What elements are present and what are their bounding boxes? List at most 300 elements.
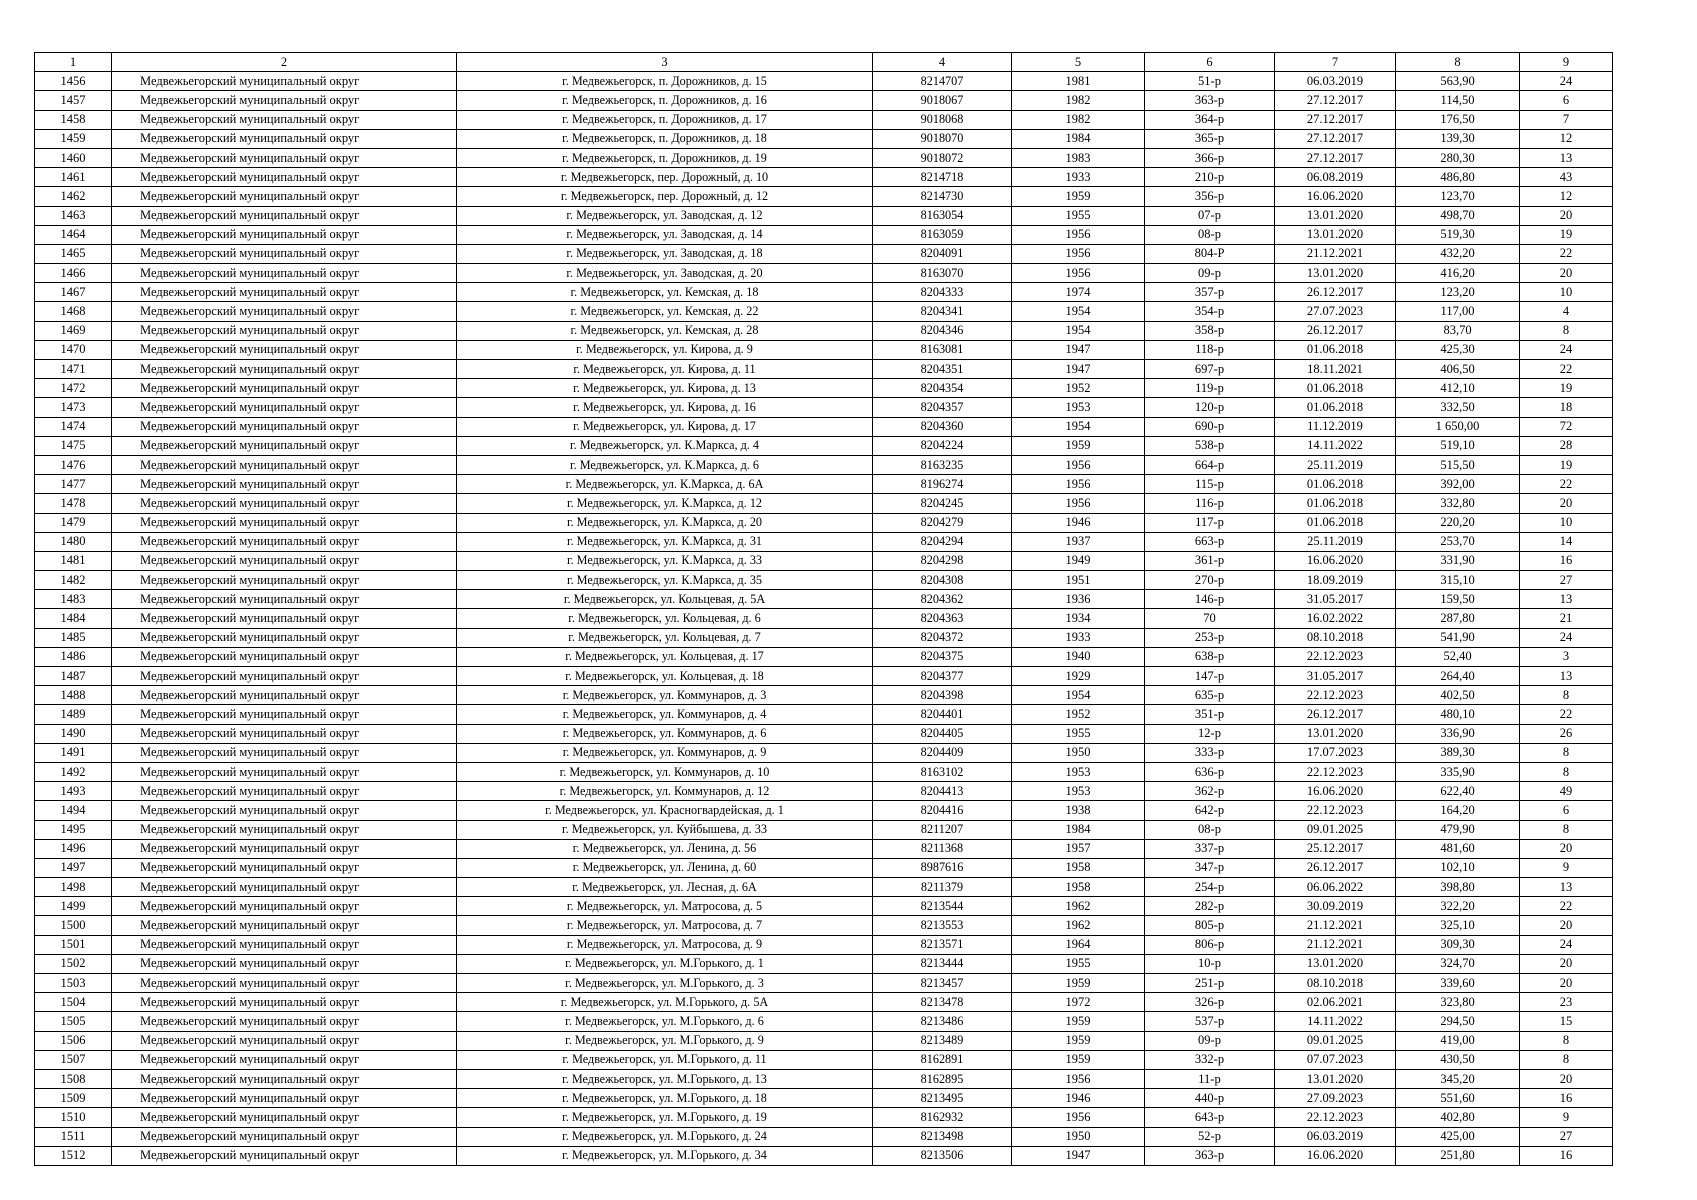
year-built-cell: 1983 [1012,148,1145,167]
address-cell: г. Медвежьегорск, ул. Коммунаров, д. 4 [457,705,873,724]
year-built-cell: 1946 [1012,513,1145,532]
order-date-cell: 31.05.2017 [1275,667,1396,686]
object-code-cell: 8213457 [873,974,1012,993]
area-cell: 323,80 [1396,993,1520,1012]
year-built-cell: 1946 [1012,1089,1145,1108]
residents-cell: 23 [1520,993,1613,1012]
year-built-cell: 1959 [1012,1031,1145,1050]
row-number-cell: 1479 [35,513,112,532]
column-header: 9 [1520,53,1613,72]
object-code-cell: 8204363 [873,609,1012,628]
table-row [35,110,1613,129]
row-number-cell: 1501 [35,935,112,954]
object-code-cell: 8204333 [873,283,1012,302]
order-date-cell: 01.06.2018 [1275,379,1396,398]
row-number-cell: 1496 [35,839,112,858]
object-code-cell: 8162932 [873,1108,1012,1127]
area-cell: 398,80 [1396,878,1520,897]
year-built-cell: 1938 [1012,801,1145,820]
table-row [35,72,1613,91]
row-number-cell: 1509 [35,1089,112,1108]
row-number-cell: 1506 [35,1031,112,1050]
row-number-cell: 1461 [35,168,112,187]
order-number-cell: 07-р [1145,206,1275,225]
year-built-cell: 1954 [1012,302,1145,321]
order-number-cell: 146-р [1145,590,1275,609]
order-number-cell: 282-р [1145,897,1275,916]
object-code-cell: 8213489 [873,1031,1012,1050]
area-cell: 294,50 [1396,1012,1520,1031]
order-number-cell: 365-р [1145,129,1275,148]
residents-cell: 22 [1520,244,1613,263]
municipality-cell: Медвежьегорский муниципальный округ [112,1089,457,1108]
table-row [35,417,1613,436]
order-number-cell: 119-р [1145,379,1275,398]
year-built-cell: 1950 [1012,1127,1145,1146]
object-code-cell: 8204375 [873,647,1012,666]
table-row [35,993,1613,1012]
address-cell: г. Медвежьегорск, ул. Кирова, д. 13 [457,379,873,398]
order-date-cell: 08.10.2018 [1275,974,1396,993]
residents-cell: 20 [1520,974,1613,993]
residents-cell: 10 [1520,513,1613,532]
address-cell: г. Медвежьегорск, ул. К.Маркса, д. 12 [457,494,873,513]
table-row [35,264,1613,283]
order-date-cell: 26.12.2017 [1275,705,1396,724]
area-cell: 164,20 [1396,801,1520,820]
address-cell: г. Медвежьегорск, ул. Кирова, д. 9 [457,340,873,359]
row-number-cell: 1478 [35,494,112,513]
municipality-cell: Медвежьегорский муниципальный округ [112,360,457,379]
order-date-cell: 27.12.2017 [1275,91,1396,110]
address-cell: г. Медвежьегорск, ул. М.Горького, д. 3 [457,974,873,993]
order-date-cell: 25.12.2017 [1275,839,1396,858]
address-cell: г. Медвежьегорск, ул. Кемская, д. 18 [457,283,873,302]
area-cell: 402,50 [1396,686,1520,705]
order-date-cell: 13.01.2020 [1275,225,1396,244]
object-code-cell: 8204351 [873,360,1012,379]
area-cell: 332,80 [1396,494,1520,513]
table-row [35,1108,1613,1127]
municipality-cell: Медвежьегорский муниципальный округ [112,1146,457,1165]
year-built-cell: 1984 [1012,820,1145,839]
table-row [35,1031,1613,1050]
address-cell: г. Медвежьегорск, ул. М.Горького, д. 11 [457,1050,873,1069]
order-date-cell: 27.09.2023 [1275,1089,1396,1108]
table-row [35,820,1613,839]
order-number-cell: 538-р [1145,436,1275,455]
object-code-cell: 8204294 [873,532,1012,551]
row-number-cell: 1511 [35,1127,112,1146]
order-date-cell: 01.06.2018 [1275,513,1396,532]
residents-cell: 18 [1520,398,1613,417]
object-code-cell: 8213506 [873,1146,1012,1165]
municipality-cell: Медвежьегорский муниципальный округ [112,878,457,897]
table-row [35,782,1613,801]
table-row [35,551,1613,570]
row-number-cell: 1473 [35,398,112,417]
year-built-cell: 1956 [1012,244,1145,263]
order-number-cell: 354-р [1145,302,1275,321]
address-cell: г. Медвежьегорск, ул. К.Маркса, д. 6 [457,455,873,474]
object-code-cell: 8204362 [873,590,1012,609]
municipality-cell: Медвежьегорский муниципальный округ [112,1031,457,1050]
order-date-cell: 02.06.2021 [1275,993,1396,1012]
area-cell: 315,10 [1396,571,1520,590]
table-row [35,283,1613,302]
municipality-cell: Медвежьегорский муниципальный округ [112,724,457,743]
municipality-cell: Медвежьегорский муниципальный округ [112,513,457,532]
address-cell: г. Медвежьегорск, ул. Матросова, д. 9 [457,935,873,954]
object-code-cell: 8211207 [873,820,1012,839]
order-date-cell: 09.01.2025 [1275,820,1396,839]
order-date-cell: 13.01.2020 [1275,264,1396,283]
order-number-cell: 08-р [1145,225,1275,244]
column-header: 2 [112,53,457,72]
area-cell: 425,00 [1396,1127,1520,1146]
table-row [35,1050,1613,1069]
object-code-cell: 8204372 [873,628,1012,647]
row-number-cell: 1500 [35,916,112,935]
municipality-cell: Медвежьегорский муниципальный округ [112,417,457,436]
order-number-cell: 333-р [1145,743,1275,762]
area-cell: 622,40 [1396,782,1520,801]
row-number-cell: 1464 [35,225,112,244]
residents-cell: 16 [1520,1146,1613,1165]
table-row [35,954,1613,973]
column-header: 3 [457,53,873,72]
order-date-cell: 27.12.2017 [1275,129,1396,148]
area-cell: 102,10 [1396,858,1520,877]
residents-cell: 28 [1520,436,1613,455]
residents-cell: 8 [1520,762,1613,781]
object-code-cell: 8204405 [873,724,1012,743]
order-number-cell: 805-р [1145,916,1275,935]
area-cell: 406,50 [1396,360,1520,379]
area-cell: 345,20 [1396,1069,1520,1088]
year-built-cell: 1981 [1012,72,1145,91]
row-number-cell: 1458 [35,110,112,129]
object-code-cell: 8204357 [873,398,1012,417]
row-number-cell: 1476 [35,455,112,474]
order-number-cell: 09-р [1145,264,1275,283]
object-code-cell: 9018067 [873,91,1012,110]
order-date-cell: 27.07.2023 [1275,302,1396,321]
object-code-cell: 8204398 [873,686,1012,705]
address-cell: г. Медвежьегорск, ул. К.Маркса, д. 6А [457,475,873,494]
order-date-cell: 06.03.2019 [1275,72,1396,91]
order-date-cell: 16.06.2020 [1275,782,1396,801]
order-date-cell: 22.12.2023 [1275,647,1396,666]
order-date-cell: 18.11.2021 [1275,360,1396,379]
address-cell: г. Медвежьегорск, ул. Коммунаров, д. 3 [457,686,873,705]
row-number-cell: 1507 [35,1050,112,1069]
address-cell: г. Медвежьегорск, ул. М.Горького, д. 5А [457,993,873,1012]
object-code-cell: 8204346 [873,321,1012,340]
table-row [35,667,1613,686]
order-number-cell: 362-р [1145,782,1275,801]
order-date-cell: 01.06.2018 [1275,475,1396,494]
address-cell: г. Медвежьегорск, ул. Заводская, д. 14 [457,225,873,244]
table-row [35,724,1613,743]
area-cell: 389,30 [1396,743,1520,762]
area-cell: 412,10 [1396,379,1520,398]
municipality-cell: Медвежьегорский муниципальный округ [112,686,457,705]
order-number-cell: 642-р [1145,801,1275,820]
order-number-cell: 643-р [1145,1108,1275,1127]
row-number-cell: 1487 [35,667,112,686]
order-date-cell: 14.11.2022 [1275,436,1396,455]
address-cell: г. Медвежьегорск, ул. Ленина, д. 56 [457,839,873,858]
year-built-cell: 1947 [1012,360,1145,379]
order-date-cell: 26.12.2017 [1275,283,1396,302]
year-built-cell: 1964 [1012,935,1145,954]
residents-cell: 13 [1520,878,1613,897]
order-number-cell: 337-р [1145,839,1275,858]
municipality-cell: Медвежьегорский муниципальный округ [112,705,457,724]
row-number-cell: 1471 [35,360,112,379]
table-row [35,974,1613,993]
area-cell: 324,70 [1396,954,1520,973]
residents-cell: 24 [1520,72,1613,91]
table-row [35,494,1613,513]
row-number-cell: 1459 [35,129,112,148]
residents-cell: 19 [1520,225,1613,244]
municipality-cell: Медвежьегорский муниципальный округ [112,379,457,398]
table-row [35,628,1613,647]
area-cell: 251,80 [1396,1146,1520,1165]
order-number-cell: 251-р [1145,974,1275,993]
row-number-cell: 1457 [35,91,112,110]
order-date-cell: 13.01.2020 [1275,206,1396,225]
year-built-cell: 1954 [1012,686,1145,705]
header-row [35,53,1613,72]
municipality-cell: Медвежьегорский муниципальный округ [112,839,457,858]
residents-cell: 4 [1520,302,1613,321]
area-cell: 519,30 [1396,225,1520,244]
residents-cell: 20 [1520,206,1613,225]
row-number-cell: 1499 [35,897,112,916]
residents-cell: 10 [1520,283,1613,302]
row-number-cell: 1465 [35,244,112,263]
area-cell: 139,30 [1396,129,1520,148]
order-date-cell: 17.07.2023 [1275,743,1396,762]
residents-cell: 3 [1520,647,1613,666]
row-number-cell: 1508 [35,1069,112,1088]
municipality-cell: Медвежьегорский муниципальный округ [112,609,457,628]
column-header: 6 [1145,53,1275,72]
municipality-cell: Медвежьегорский муниципальный округ [112,647,457,666]
order-date-cell: 31.05.2017 [1275,590,1396,609]
table-row [35,1146,1613,1165]
row-number-cell: 1481 [35,551,112,570]
address-cell: г. Медвежьегорск, ул. М.Горького, д. 13 [457,1069,873,1088]
order-date-cell: 16.06.2020 [1275,551,1396,570]
order-date-cell: 01.06.2018 [1275,398,1396,417]
object-code-cell: 8163102 [873,762,1012,781]
municipality-cell: Медвежьегорский муниципальный округ [112,187,457,206]
year-built-cell: 1934 [1012,609,1145,628]
residents-cell: 15 [1520,1012,1613,1031]
year-built-cell: 1959 [1012,187,1145,206]
column-header: 5 [1012,53,1145,72]
municipality-cell: Медвежьегорский муниципальный округ [112,283,457,302]
municipality-cell: Медвежьегорский муниципальный округ [112,571,457,590]
address-cell: г. Медвежьегорск, ул. Коммунаров, д. 12 [457,782,873,801]
municipality-cell: Медвежьегорский муниципальный округ [112,974,457,993]
row-number-cell: 1474 [35,417,112,436]
address-cell: г. Медвежьегорск, ул. М.Горького, д. 18 [457,1089,873,1108]
area-cell: 114,50 [1396,91,1520,110]
area-cell: 416,20 [1396,264,1520,283]
order-number-cell: 663-р [1145,532,1275,551]
address-cell: г. Медвежьегорск, ул. Кольцевая, д. 17 [457,647,873,666]
object-code-cell: 8204245 [873,494,1012,513]
year-built-cell: 1954 [1012,417,1145,436]
residents-cell: 22 [1520,475,1613,494]
residents-cell: 19 [1520,379,1613,398]
order-number-cell: 357-р [1145,283,1275,302]
area-cell: 563,90 [1396,72,1520,91]
residents-cell: 9 [1520,858,1613,877]
year-built-cell: 1972 [1012,993,1145,1012]
order-number-cell: 118-р [1145,340,1275,359]
object-code-cell: 8204409 [873,743,1012,762]
area-cell: 117,00 [1396,302,1520,321]
year-built-cell: 1959 [1012,436,1145,455]
address-cell: г. Медвежьегорск, ул. Ленина, д. 60 [457,858,873,877]
order-number-cell: 254-р [1145,878,1275,897]
order-date-cell: 22.12.2023 [1275,801,1396,820]
row-number-cell: 1460 [35,148,112,167]
order-date-cell: 18.09.2019 [1275,571,1396,590]
row-number-cell: 1494 [35,801,112,820]
object-code-cell: 9018072 [873,148,1012,167]
order-date-cell: 06.03.2019 [1275,1127,1396,1146]
area-cell: 481,60 [1396,839,1520,858]
residents-cell: 20 [1520,839,1613,858]
residents-cell: 8 [1520,1031,1613,1050]
address-cell: г. Медвежьегорск, п. Дорожников, д. 17 [457,110,873,129]
residents-cell: 12 [1520,187,1613,206]
area-cell: 322,20 [1396,897,1520,916]
row-number-cell: 1504 [35,993,112,1012]
table-row [35,244,1613,263]
order-date-cell: 27.12.2017 [1275,110,1396,129]
order-number-cell: 117-р [1145,513,1275,532]
municipality-cell: Медвежьегорский муниципальный округ [112,897,457,916]
row-number-cell: 1482 [35,571,112,590]
table-row [35,532,1613,551]
object-code-cell: 8213544 [873,897,1012,916]
order-date-cell: 13.01.2020 [1275,724,1396,743]
address-cell: г. Медвежьегорск, ул. Матросова, д. 5 [457,897,873,916]
row-number-cell: 1485 [35,628,112,647]
order-date-cell: 16.06.2020 [1275,187,1396,206]
municipality-cell: Медвежьегорский муниципальный округ [112,321,457,340]
address-cell: г. Медвежьегорск, ул. Кемская, д. 28 [457,321,873,340]
object-code-cell: 8214718 [873,168,1012,187]
area-cell: 339,60 [1396,974,1520,993]
object-code-cell: 8211368 [873,839,1012,858]
table-row [35,839,1613,858]
order-number-cell: 326-р [1145,993,1275,1012]
order-number-cell: 363-р [1145,91,1275,110]
order-number-cell: 361-р [1145,551,1275,570]
residents-cell: 24 [1520,628,1613,647]
municipality-cell: Медвежьегорский муниципальный округ [112,801,457,820]
residents-cell: 20 [1520,954,1613,973]
object-code-cell: 8213444 [873,954,1012,973]
area-cell: 325,10 [1396,916,1520,935]
row-number-cell: 1495 [35,820,112,839]
year-built-cell: 1951 [1012,571,1145,590]
area-cell: 392,00 [1396,475,1520,494]
residents-cell: 12 [1520,129,1613,148]
row-number-cell: 1483 [35,590,112,609]
row-number-cell: 1498 [35,878,112,897]
address-cell: г. Медвежьегорск, ул. Заводская, д. 18 [457,244,873,263]
object-code-cell: 8204341 [873,302,1012,321]
municipality-cell: Медвежьегорский муниципальный округ [112,762,457,781]
area-cell: 480,10 [1396,705,1520,724]
object-code-cell: 8213553 [873,916,1012,935]
order-number-cell: 116-р [1145,494,1275,513]
year-built-cell: 1959 [1012,1050,1145,1069]
area-cell: 515,50 [1396,455,1520,474]
address-cell: г. Медвежьегорск, пер. Дорожный, д. 10 [457,168,873,187]
year-built-cell: 1952 [1012,705,1145,724]
residents-cell: 24 [1520,935,1613,954]
municipality-cell: Медвежьегорский муниципальный округ [112,264,457,283]
order-number-cell: 270-р [1145,571,1275,590]
table-row [35,302,1613,321]
municipality-cell: Медвежьегорский муниципальный округ [112,148,457,167]
year-built-cell: 1956 [1012,475,1145,494]
table-row [35,1127,1613,1146]
object-code-cell: 8204224 [873,436,1012,455]
municipality-cell: Медвежьегорский муниципальный округ [112,667,457,686]
table-row [35,129,1613,148]
residents-cell: 27 [1520,571,1613,590]
order-number-cell: 70 [1145,609,1275,628]
municipality-cell: Медвежьегорский муниципальный округ [112,820,457,839]
year-built-cell: 1933 [1012,628,1145,647]
residents-cell: 22 [1520,897,1613,916]
row-number-cell: 1489 [35,705,112,724]
residents-cell: 8 [1520,820,1613,839]
municipality-cell: Медвежьегорский муниципальный округ [112,782,457,801]
year-built-cell: 1982 [1012,110,1145,129]
municipality-cell: Медвежьегорский муниципальный округ [112,302,457,321]
order-date-cell: 25.11.2019 [1275,532,1396,551]
year-built-cell: 1956 [1012,494,1145,513]
municipality-cell: Медвежьегорский муниципальный округ [112,72,457,91]
order-number-cell: 804-Р [1145,244,1275,263]
area-cell: 486,80 [1396,168,1520,187]
address-cell: г. Медвежьегорск, ул. Куйбышева, д. 33 [457,820,873,839]
year-built-cell: 1949 [1012,551,1145,570]
residents-cell: 72 [1520,417,1613,436]
area-cell: 159,50 [1396,590,1520,609]
table-row [35,168,1613,187]
order-number-cell: 09-р [1145,1031,1275,1050]
area-cell: 430,50 [1396,1050,1520,1069]
object-code-cell: 8196274 [873,475,1012,494]
row-number-cell: 1502 [35,954,112,973]
municipality-cell: Медвежьегорский муниципальный округ [112,494,457,513]
area-cell: 287,80 [1396,609,1520,628]
